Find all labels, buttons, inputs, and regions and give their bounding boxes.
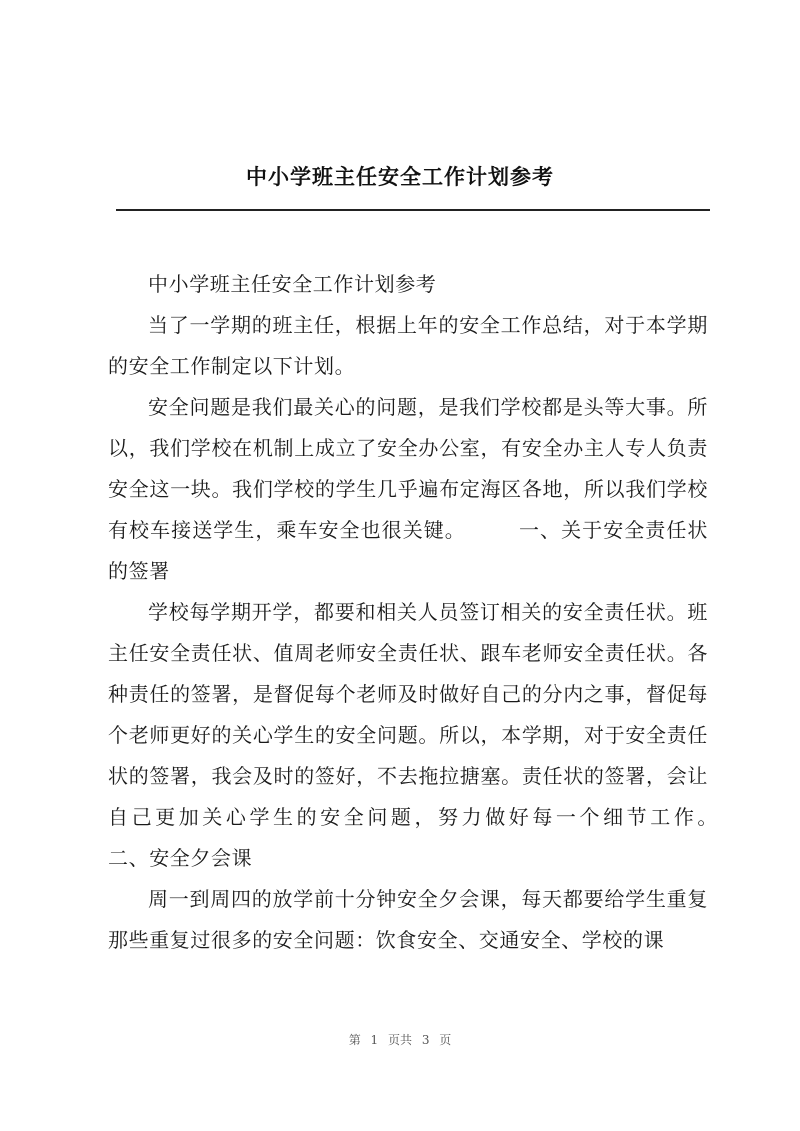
paragraph-intro: 当了一学期的班主任，根据上年的安全工作总结，对于本学期的安全工作制定以下计划。	[108, 313, 708, 378]
document-title: 中小学班主任安全工作计划参考	[246, 165, 554, 189]
paragraph-evening-class: 周一到周四的放学前十分钟安全夕会课，每天都要给学生重复那些重复过很多的安全问题：饮食安全、交通安全、学校的课	[108, 887, 708, 952]
paragraph-responsibility: 学校每学期开学，都要和相关人员签订相关的安全责任状。班主任安全责任状、值周老师安全责任状、跟车老师安全责任状。各种责任的签署，是督促每个老师及时做好自己的分内之事，督促每个老师更好的关心学生的安全问题。所以，本学期，对于安全责任状的签署，我会及时的签好，不去拖拉搪塞。责任状的签署，会让自己更加关心学生的安全问题，努力做好每一个细节工作。 二、安全夕会课	[108, 600, 770, 870]
page-number-footer: 第 1 页共 3 页	[348, 1033, 452, 1047]
paragraph-heading: 中小学班主任安全工作计划参考	[148, 272, 437, 296]
document-body	[108, 264, 770, 961]
title-underline	[116, 209, 710, 211]
paragraph-safety-importance: 安全问题是我们最关心的问题，是我们学校都是头等大事。所以，我们学校在机制上成立了安全办公室，有安全办主人专人负责安全这一块。我们学校的学生几乎遍布定海区各地，所以我们学校有校车接送学生，乘车安全也很关键。 一、关于安全责任状的签署	[108, 395, 708, 583]
